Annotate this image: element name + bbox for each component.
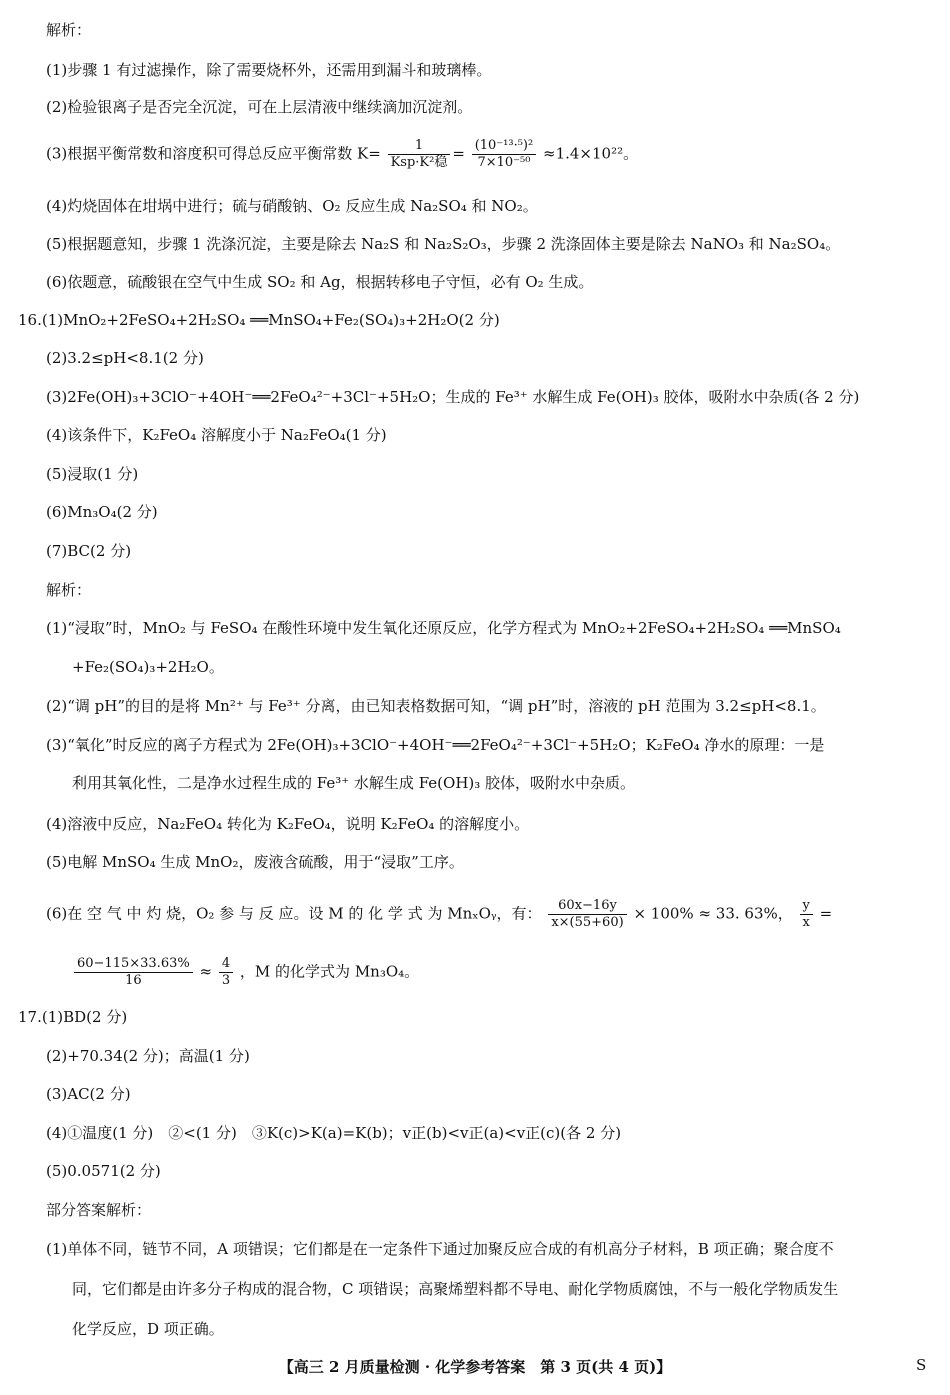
numerator: 60x−16y [548,898,626,915]
denominator: Ksp·K²稳 [390,155,448,170]
text-segment: ≈ [199,962,213,981]
text-segment: ≈1.4×10²²。 [543,144,639,163]
text-line: (5)浸取(1 分) [46,465,139,483]
formula-line [72,956,419,989]
text-line: (2)检验银离子是否完全沉淀，可在上层清液中继续滴加沉淀剂。 [46,98,473,116]
text-segment: ，M 的化学式为 Mn₃O₄。 [239,962,420,981]
fraction [548,898,626,931]
text-line: (6)Mn₃O₄(2 分) [46,503,158,521]
text-segment: (3)根据平衡常数和溶度积可得总反应平衡常数 K= [46,144,381,163]
formula-line [46,898,832,931]
text-line: (4)该条件下，K₂FeO₄ 溶解度小于 Na₂FeO₄(1 分) [46,426,387,444]
text-line: +Fe₂(SO₄)₃+2H₂O。 [72,658,224,676]
text-line: (3)2Fe(OH)₃+3ClO⁻+4OH⁻══2FeO₄²⁻+3Cl⁻+5H₂O；生成的 Fe³⁺ 水解生成 Fe(OH)₃ 胶体，吸附水中杂质(各 2 分) [46,388,860,406]
numerator: 1 [388,138,451,155]
text-line: 化学反应，D 项正确。 [72,1320,224,1338]
text-line: (2)+70.34(2 分)；高温(1 分) [46,1047,250,1065]
text-line: (4)灼烧固体在坩埚中进行；硫与硝酸钠、O₂ 反应生成 Na₂SO₄ 和 NO₂。 [46,197,538,215]
text-line: (2)“调 pH”的目的是将 Mn²⁺ 与 Fe³⁺ 分离，由已知表格数据可知，“调 pH”时，溶液的 pH 范围为 3.2≤pH<8.1。 [46,697,826,715]
footer-mark: S [916,1356,927,1374]
denominator: 3 [221,973,231,988]
denominator: 16 [125,973,142,988]
text-line: (5)电解 MnSO₄ 生成 MnO₂，废液含硫酸，用于“浸取”工序。 [46,853,464,871]
question-16-answer: 16.(1)MnO₂+2FeSO₄+2H₂SO₄ ══MnSO₄+Fe₂(SO₄)₃+2H₂O(2 分) [18,311,500,329]
page-footer: 【高三 2 月质量检测 · 化学参考答案 第 3 页(共 4 页)】 [278,1358,672,1376]
denominator: x [802,915,810,930]
numerator: 60−115×33.63% [74,956,193,973]
text-line: (5)根据题意知，步骤 1 洗涤沉淀，主要是除去 Na₂S 和 Na₂S₂O₃，步骤 2 洗涤固体主要是除去 NaNO₃ 和 Na₂SO₄。 [46,235,841,253]
text-line: (3)AC(2 分) [46,1085,131,1103]
text-segment: (6)在 空 气 中 灼 烧，O₂ 参 与 反 应。设 M 的 化 学 式 为 MnₓOᵧ，有： [46,904,542,923]
text-segment: = [819,904,833,923]
text-line: (1)步骤 1 有过滤操作，除了需要烧杯外，还需用到漏斗和玻璃棒。 [46,61,492,79]
fraction [800,898,813,931]
fraction [219,956,233,989]
text-line: (4)溶液中反应，Na₂FeO₄ 转化为 K₂FeO₄，说明 K₂FeO₄ 的溶解度小。 [46,815,530,833]
text-line: (1)单体不同，链节不同，A 项错误；它们都是在一定条件下通过加聚反应合成的有机高分子材料，B 项正确；聚合度不 [46,1240,834,1258]
question-17-answer: 17.(1)BD(2 分) [18,1008,128,1026]
text-line: 利用其氧化性，二是净水过程生成的 Fe³⁺ 水解生成 Fe(OH)₃ 胶体，吸附水中杂质。 [72,774,636,792]
fraction [74,956,193,989]
numerator: (10⁻¹³·⁵)² [472,138,537,155]
text-line: 同，它们都是由许多分子构成的混合物，C 项错误；高聚烯塑料都不导电、耐化学物质腐蚀，不与一般化学物质发生 [72,1280,839,1298]
numerator: y [800,898,813,915]
denominator: x×(55+60) [551,915,624,930]
fraction [388,138,451,171]
text-line: (7)BC(2 分) [46,542,132,560]
analysis-heading: 解析： [46,581,92,599]
text-line: (2)3.2≤pH<8.1(2 分) [46,349,204,367]
analysis-heading: 解析： [46,21,92,39]
denominator: 7×10⁻⁵⁰ [477,155,531,170]
numerator: 4 [219,956,233,973]
fraction [472,138,537,171]
text-segment: × 100% ≈ 33. 63%， [633,904,793,923]
text-line: (5)0.0571(2 分) [46,1162,161,1180]
formula-line: (3)根据平衡常数和溶度积可得总反应平衡常数 K= $\frac{1}{\text{Ksp·K²稳}}$ = $\frac{\text{(10⁻¹³·⁵)²}}{\text{7×10⁻⁵⁰}}$ ≈1.4×10²²。 [46,138,639,170]
text-line: (1)“浸取”时，MnO₂ 与 FeSO₄ 在酸性环境中发生氧化还原反应，化学方程式为 MnO₂+2FeSO₄+2H₂SO₄ ══MnSO₄ [46,619,841,637]
text-line: (3)“氧化”时反应的离子方程式为 2Fe(OH)₃+3ClO⁻+4OH⁻══2FeO₄²⁻+3Cl⁻+5H₂O；K₂FeO₄ 净水的原理：一是 [46,736,825,754]
text-line: (4)①温度(1 分) ②<(1 分) ③K(c)>K(a)=K(b)；v正(b)<v正(a)<v正(c)(各 2 分) [46,1124,622,1142]
text-line: (6)依题意，硫酸银在空气中生成 SO₂ 和 Ag，根据转移电子守恒，必有 O₂ 生成。 [46,273,594,291]
analysis-heading: 部分答案解析： [46,1201,152,1219]
